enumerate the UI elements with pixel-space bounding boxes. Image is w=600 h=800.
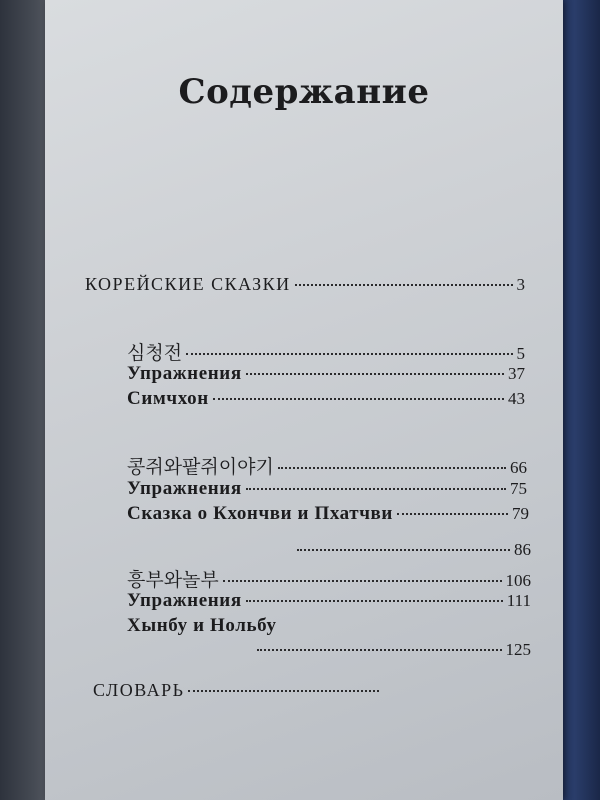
toc-entry-page: 75: [510, 479, 527, 498]
toc-entry-page: 37: [508, 364, 525, 383]
toc-entry-tale-khonchvi-phatchvi[interactable]: [127, 503, 529, 525]
toc-entry-title: Хынбу и Нольбу: [127, 615, 277, 636]
dot-leader: [257, 649, 502, 651]
toc-entry-title: 심청전: [127, 342, 183, 364]
toc-entry-title: КОРЕЙСКИЕ СКАЗКИ: [85, 274, 291, 294]
toc-entry-dots-125[interactable]: [253, 640, 531, 660]
toc-entry-title: Упражнения: [127, 590, 242, 611]
toc-entry-heungbu-nolbu[interactable]: [127, 565, 531, 592]
dot-leader: [246, 600, 503, 602]
toc-entry-title: СЛОВАРЬ: [93, 680, 185, 700]
dot-leader: [246, 488, 506, 490]
toc-entry-dictionary[interactable]: [93, 680, 383, 701]
toc-entry-page: 3: [516, 275, 525, 294]
toc-entry-page: 106: [505, 571, 531, 590]
table-of-contents: [45, 0, 563, 800]
toc-entry-simcheongjeon[interactable]: [127, 338, 525, 365]
dot-leader: [397, 513, 508, 515]
toc-entry-title: Симчхон: [127, 388, 209, 409]
toc-entry-exercises-2[interactable]: [127, 478, 527, 500]
toc-entry-simchkhon[interactable]: [127, 388, 525, 410]
toc-entry-section-korean-tales[interactable]: [85, 274, 525, 295]
toc-entry-page: 66: [510, 458, 527, 477]
toc-entry-khynbu-nolbu[interactable]: [127, 615, 337, 637]
toc-entry-page: 79: [512, 504, 529, 523]
dot-leader: [213, 398, 504, 400]
dot-leader: [188, 690, 379, 692]
toc-entry-kongjwi-patjwi[interactable]: [127, 452, 527, 479]
toc-entry-dots-86[interactable]: [293, 540, 531, 560]
toc-entry-page: 125: [505, 640, 531, 659]
toc-entry-title: Сказка о Кхончви и Пхатчви: [127, 503, 393, 524]
dot-leader: [278, 467, 506, 469]
dot-leader: [186, 353, 512, 355]
dot-leader: [246, 373, 504, 375]
dot-leader: [297, 549, 510, 551]
page-title: Содержание: [178, 72, 430, 112]
toc-entry-page: 111: [506, 591, 531, 610]
dot-leader: [295, 284, 513, 286]
book-cover-edge: [558, 0, 600, 800]
book-page: [45, 0, 563, 800]
toc-entry-exercises-3[interactable]: [127, 590, 531, 612]
toc-entry-exercises-1[interactable]: [127, 363, 525, 385]
toc-entry-page: 5: [516, 344, 525, 363]
toc-entry-page: 43: [508, 389, 525, 408]
toc-entry-title: 흥부와놀부: [127, 569, 219, 591]
toc-entry-title: Упражнения: [127, 478, 242, 499]
toc-entry-title: Упражнения: [127, 363, 242, 384]
toc-entry-title: 콩쥐와팥쥐이야기: [127, 456, 274, 478]
dot-leader: [223, 580, 502, 582]
toc-entry-page: 86: [514, 540, 531, 559]
